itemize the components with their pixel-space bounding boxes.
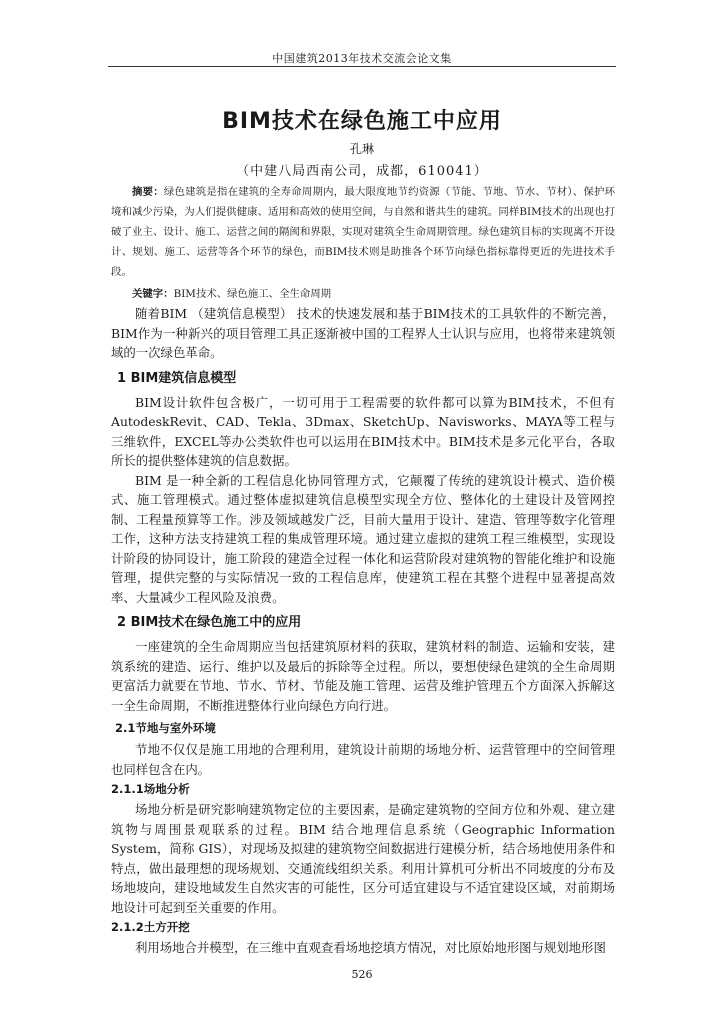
- paper-title: BIM技术在绿色施工中应用: [222, 109, 502, 134]
- author: 孔琳: [349, 142, 374, 156]
- page-number: 526: [351, 968, 373, 981]
- abstract-text: 绿色建筑是指在建筑的全寿命周期内，最大限度地节约资源（节能、节地、节水、节材）、保护环境和减少污染，为人们提供健康、适用和高效的使用空间，与自然和谐共生的建筑。同样BIM技术的出现也打破了业主、设计、施工、运营之间的隔阂和界限，实现对建筑全生命周期管理。绿色建筑目标的实现离不开设计、规划、施工、运营等各个环节的绿色，而BIM技术则是助推各个环节向绿色指标靠得更近的先进技术手段。: [111, 186, 616, 278]
- keywords-label: 关键字：: [132, 288, 174, 300]
- section-1-heading: 1 BIM建筑信息模型: [117, 370, 237, 386]
- running-header: 中国建筑2013年技术交流会论文集: [272, 52, 452, 65]
- section-2-1-1-paragraph: 场地分析是研究影响建筑物定位的主要因素，是确定建筑物的空间方位和外观、建立建筑物与周围景观联系的过程。BIM 结合地理信息系统（Geographic Information System，简称 GIS），对现场及拟建的建筑物空间数据进行建模分析，结合场地使用条件和特点，做出最理想的现场规划、交通流线组织关系。利用计算机可分析出不同坡度的分布及场地坡向，建设地域发生自然灾害的可能性，区分可适宜建设与不适宜建设区域，对前期场地设计可起到至关重要的作用。: [111, 802, 615, 915]
- affiliation: （中建八局西南公司，成都，610041）: [236, 164, 488, 179]
- section-2-1-1-heading: 2.1.1场地分析: [111, 782, 190, 796]
- paper-body: [111, 182, 615, 958]
- header-rule: [108, 66, 616, 67]
- abstract-label: 摘要：: [132, 186, 164, 198]
- section-1-paragraph-2: BIM 是一种全新的工程信息化协同管理方式，它颠覆了传统的建筑设计模式、造价模式、施工管理模式。通过整体虚拟建筑信息模型实现全方位、整体化的土建设计及管网控制、工程量预算等工作。涉及领域越发广泛，目前大量用于设计、建造、管理等数字化管理工作，这种方法支持建筑工程的集成管理环境。通过建立虚拟的建筑工程三维模型，实现设计阶段的协同设计，施工阶段的建造全过程一体化和运营阶段对建筑物的智能化维护和设施管理，提供完整的与实际情况一致的工程信息库，使建筑工程在其整个进程中显著提高效率、大量减少工程风险及浪费。: [111, 472, 615, 605]
- keywords: [111, 284, 615, 304]
- section-2-1-heading: 2.1节地与室外环境: [115, 721, 216, 735]
- section-2-paragraph-1: 一座建筑的全生命周期应当包括建筑原材料的获取，建筑材料的制造、运输和安装，建筑系统的建造、运行、维护以及最后的拆除等全过程。所以，要想使绿色建筑的全生命周期更富活力就要在节地、节水、节材、节能及施工管理、运营及维护管理五个方面深入拆解这一全生命周期，不断推进整体行业向绿色方向行进。: [111, 639, 615, 713]
- section-2-heading: 2 BIM技术在绿色施工中的应用: [117, 615, 302, 630]
- section-2-1-paragraph: 节地不仅仅是施工用地的合理利用，建筑设计前期的场地分析、运营管理中的空间管理也同样包含在内。: [111, 742, 615, 777]
- section-2-1-2-paragraph: 利用场地合并模型，在三维中直观查看场地挖填方情况，对比原始地形图与规划地形图: [135, 940, 606, 955]
- keywords-text: BIM技术、绿色施工、全生命周期: [173, 288, 332, 300]
- section-1-paragraph-1: BIM设计软件包含极广，一切可用于工程需要的软件都可以算为BIM技术，不但有AutodeskRevit、CAD、Tekla、3Dmax、SketchUp、Navisworks、MAYA等工程与三维软件，EXCEL等办公类软件也可以运用在BIM技术中。BIM技术是多元化平台，各取所长的提供整体建筑的信息数据。: [111, 394, 615, 468]
- intro-paragraph: 随着BIM （建筑信息模型） 技术的快速发展和基于BIM技术的工具软件的不断完善，BIM作为一种新兴的项目管理工具正逐渐被中国的工程界人士认识与应用，也将带来建筑领域的一次绿色革命。: [111, 306, 615, 360]
- abstract: [111, 182, 615, 282]
- section-2-1-2-heading: 2.1.2土方开挖: [111, 920, 190, 934]
